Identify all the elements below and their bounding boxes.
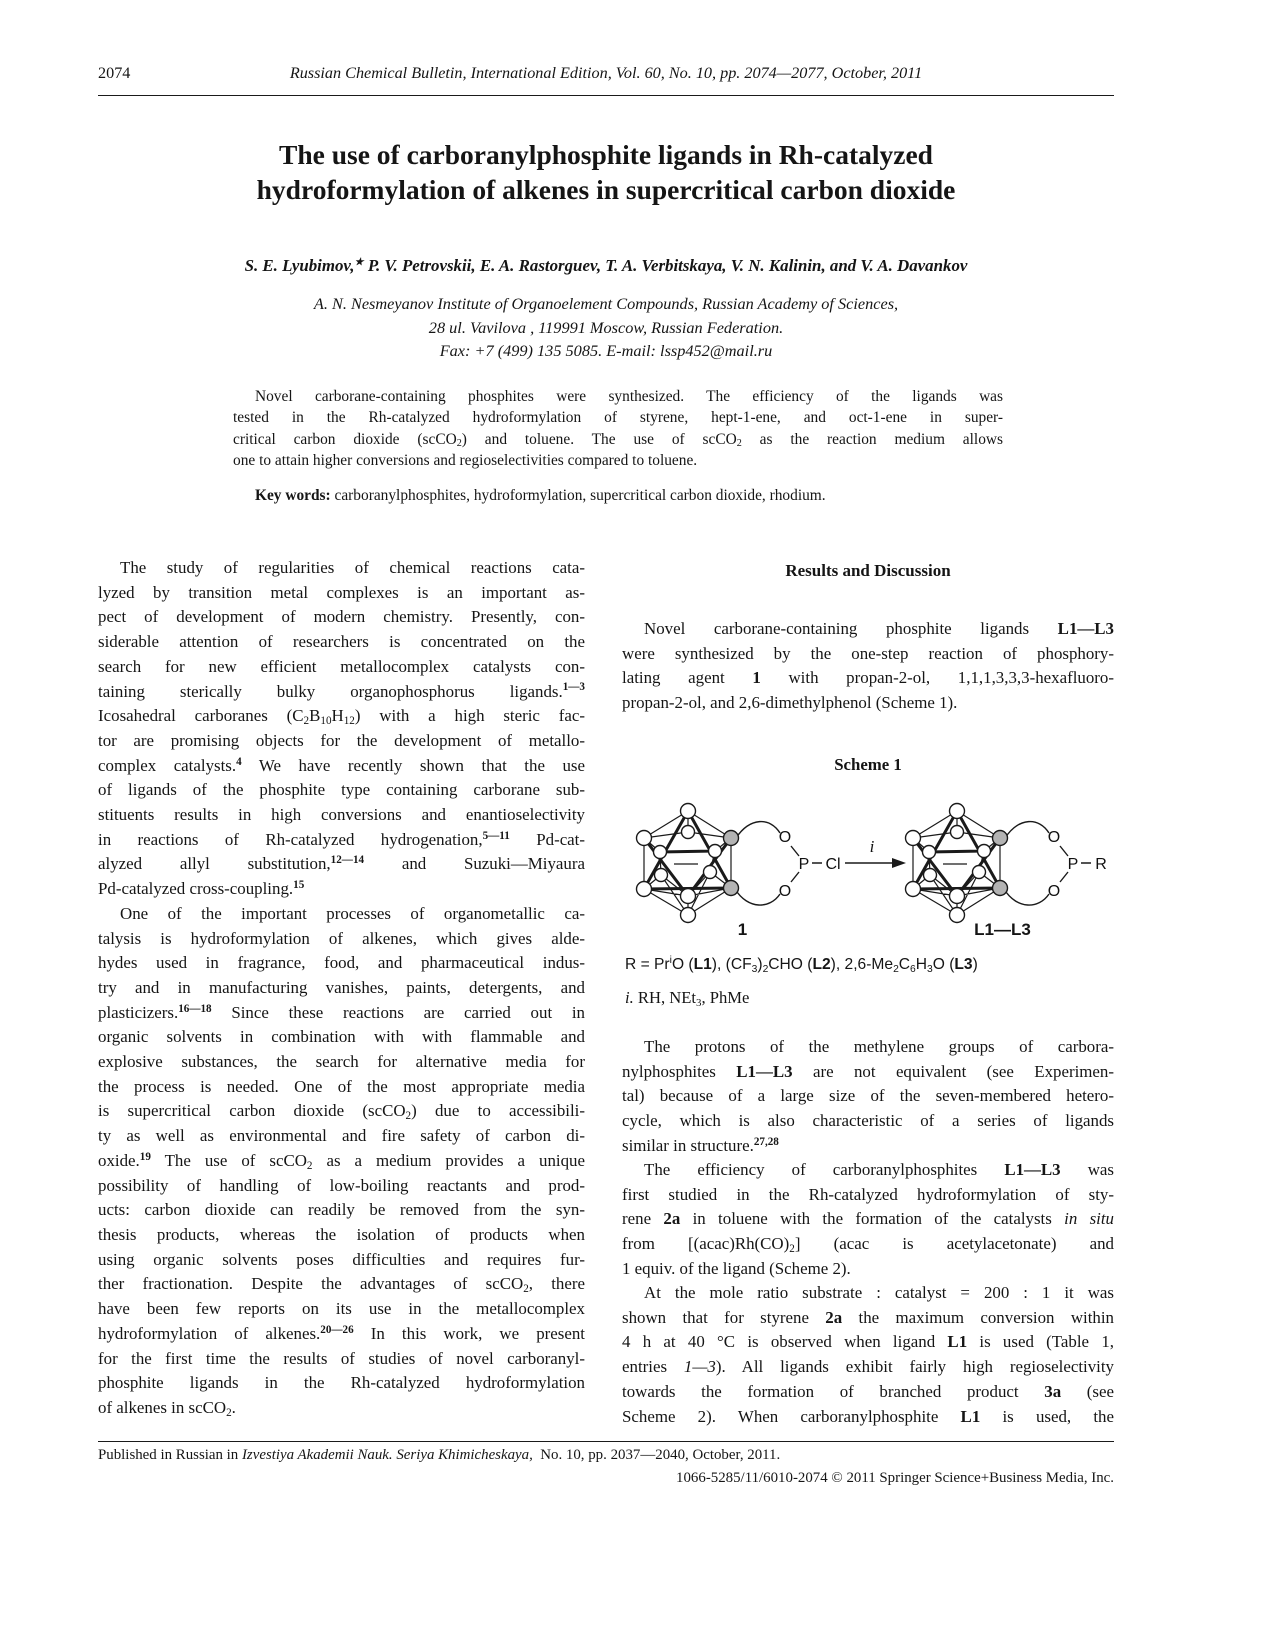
r-group-definition: $R = Pr^iO$ (L1), $(CF_3)_2CHO$ (L2), $2,6-Me_2C_6H_3O$ (L3) [625,955,978,975]
text-line: ther fractionation. Despite the advantages of scCO$_2$, there [98,1274,586,1296]
oxygen-atom-label: O [778,883,792,900]
text-line: first studied in the Rh-catalyzed hydroformylation of sty- [622,1184,1114,1204]
section-heading-results: Results and Discussion [785,561,951,580]
text-line: The efficiency of carboranylphosphites L1—L3 was [644,1160,1114,1179]
text-line: tor are promising objects for the development of metallo- [98,730,585,750]
affiliation-line-2: 28 ul. Vavilova , 119991 Moscow, Russian Federation. [428,317,784,337]
text-line: phosphite ligands in the Rh-catalyzed hydroformylation [98,1373,585,1393]
text-line: oxide.$^{19}$ The use of scCO$_2$ as a medium provides a unique [98,1150,585,1172]
text-line: shown that for styrene 2a the maximum conversion within [622,1307,1114,1327]
text-line: Pd-catalyzed cross-coupling.$^{15}$ [98,879,305,899]
text-line: thesis products, whereas the isolation of products when [98,1224,585,1244]
text-line: propan-2-ol, and 2,6-dimethylphenol (Scheme 1). [622,693,958,713]
text-line: have been few reports on its use in the metallocomplex [98,1299,585,1319]
text-line: hydes used in fragrance, food, and pharmaceutical indus- [98,953,585,973]
abstract [233,386,1003,472]
oxygen-atom-label: O [778,829,792,846]
reaction-arrow [845,837,906,868]
text-line: plasticizers.$^{16—18}$ Since these reactions are carried out in [98,1002,585,1022]
text-line: in reactions of Rh-catalyzed hydrogenation,$^{5—11}$ Pd-cat- [98,829,586,849]
text-line: 1 equiv. of the ligand (Scheme 2). [622,1258,851,1278]
text-line: explosive substances, the search for alternative media for [98,1052,585,1072]
text-line: taining sterically bulky organophosphorus ligands.$^{1—3}$ [98,681,585,701]
journal-citation: Russian Chemical Bulletin, International Edition, Vol. 60, No. 10, pp. 2074—2077, October, 2011 [289,64,923,82]
text-line: of alkenes in scCO$_2$. [98,1397,236,1419]
compound-label-1: 1 [737,920,748,939]
text-line: lyzed by transition metal complexes is an important as- [98,582,585,602]
text-line: At the mole ratio substrate : catalyst = 200 : 1 it was [644,1283,1114,1302]
text-line: for the first time the results of studies of novel carboranyl- [98,1348,585,1368]
text-line: lating agent 1 with propan-2-ol, 1,1,1,3,3,3-hexafluoro- [622,668,1114,688]
text-line: of ligands of the phosphite type containing carborane sub- [98,780,585,800]
text-line: critical carbon dioxide (scCO$_2$) and toluene. The use of scCO$_2$ as the reaction medium allows [233,430,1003,450]
text-line: is supercritical carbon dioxide (scCO$_2$) due to accessibili- [98,1101,585,1123]
carborane-cage-reactant [637,804,841,923]
right-column-paragraph-4 [622,1281,1114,1429]
text-line: The protons of the methylene groups of carbora- [644,1037,1114,1056]
text-line: One of the important processes of organometallic ca- [120,903,585,923]
text-line: possibility of handling of low-boiling reactants and prod- [98,1175,585,1195]
running-head [98,64,1114,90]
text-line: rene 2a in toluene with the formation of the catalysts in situ [622,1209,1115,1229]
header-rule [98,95,1114,96]
carborane-cage-product [906,804,1107,923]
affiliation-line-1: A. N. Nesmeyanov Institute of Organoelement Compounds, Russian Academy of Sciences, [313,294,899,313]
text-line: stituents results in high conversions and enantioselectivity [98,805,585,825]
chlorine-atom-label: Cl [825,856,841,873]
text-line: pect of development of modern chemistry. Presently, con- [98,607,585,627]
text-line: from $[(acac)Rh(CO)_2]$ (acac is acetylacetonate) and [622,1234,1114,1255]
title-line-2: hydroformylation of alkenes in supercritical carbon dioxide [256,174,956,205]
affiliation [98,292,1114,363]
text-line: alyzed allyl substitution,$^{12—14}$ and Suzuki—Miyaura [98,854,585,874]
affiliation-line-3: Fax: +7 (499) 135 5085. E-mail: lssp452@mail.ru [439,341,773,360]
text-line: The study of regularities of chemical reactions cata- [120,558,585,577]
left-column [98,556,585,1421]
text-line: try and in manufacturing vanishes, paints, detergents, and [98,977,585,997]
arrow-condition-label: i [869,837,875,856]
oxygen-atom-label: O [1047,883,1061,900]
text-line: Scheme 2). When carboranylphosphite L1 is used, the [622,1406,1114,1426]
text-line: ty as well as environmental and fire safety of carbon di- [98,1126,585,1146]
text-line: the process is needed. One of the most appropriate media [98,1076,585,1096]
reaction-conditions: i. RH, NEt$_3$, PhMe [625,988,750,1009]
right-column-paragraph-3 [622,1158,1114,1282]
text-line: complex catalysts.$^4$ We have recently shown that the use [98,755,585,775]
authors-line: S. E. Lyubimov,★ P. V. Petrovskii, E. A. Rastorguev, T. A. Verbitskaya, V. N. Kalinin, and V. A. Davankov [244,256,968,275]
text-line: talysis is hydroformylation of alkenes, which gives alde- [98,928,585,948]
footnote-rule [98,1441,1114,1442]
text-line: using organic solvents poses difficulties and requires fur- [98,1249,585,1269]
issn-copyright-line: 1066-5285/11/6010-2074 © 2011 Springer Science+Business Media, Inc. [676,1470,1114,1486]
published-in-russian-note: Published in Russian in Izvestiya Akademii Nauk. Seriya Khimicheskaya, No. 10, pp. 2037—2040, October, 2011. [98,1447,781,1463]
title-line-1: The use of carboranylphosphite ligands in Rh-catalyzed [279,139,933,170]
r-group-label: R [1095,856,1107,873]
text-line: were synthesized by the one-step reaction of phosphory- [622,643,1114,663]
text-line: siderable attention of researchers is concentrated on the [98,632,585,652]
text-line: cycle, which is also characteristic of a series of ligands [622,1111,1114,1131]
compound-label-L1-L3: L1—L3 [974,920,1031,939]
scheme-1-figure [620,780,1140,945]
text-line: similar in structure.$^{27,28}$ [622,1135,779,1155]
text-line: nylphosphites L1—L3 are not equivalent (see Experimen- [622,1061,1114,1081]
text-line: 4 h at 40 °C is observed when ligand L1 is used (Table 1, [622,1332,1114,1352]
text-line: hydroformylation of alkenes.$^{20—26}$ In this work, we present [98,1323,585,1343]
keywords-line: Key words: carboranylphosphites, hydroformylation, supercritical carbon dioxide, rhodium. [255,487,826,504]
text-line: ucts: carbon dioxide can readily be removed from the syn- [98,1200,585,1220]
phosphorus-atom-label: P [798,856,810,873]
page-number: 2074 [98,64,131,82]
text-line: tal) because of a large size of the seven-membered hetero- [622,1086,1114,1106]
text-line: towards the formation of branched product 3a (see [622,1381,1114,1401]
text-line: search for new efficient metallocomplex catalysts con- [98,656,585,676]
text-line: Icosahedral carboranes $(C_2B_{10}H_{12})$ with a high steric fac- [98,706,585,727]
article-title [98,137,1114,207]
scheme-1-caption: Scheme 1 [834,755,902,774]
right-column-paragraph-1 [622,617,1114,716]
text-line: tested in the Rh-catalyzed hydroformylation of styrene, hept-1-ene, and oct-1-ene in super- [233,409,1003,427]
text-line: Novel carborane-containing phosphite ligands L1—L3 [644,619,1114,638]
text-line: entries 1—3). All ligands exhibit fairly high regioselectivity [622,1357,1114,1377]
right-column-paragraph-2 [622,1035,1114,1159]
phosphorus-atom-label: P [1067,856,1079,873]
text-line: one to attain higher conversions and regioselectivities compared to toluene. [233,452,698,470]
text-line: Novel carborane-containing phosphites were synthesized. The efficiency of the ligands was [255,388,1003,405]
oxygen-atom-label: O [1047,829,1061,846]
text-line: organic solvents in combination with with flammable and [98,1027,585,1047]
